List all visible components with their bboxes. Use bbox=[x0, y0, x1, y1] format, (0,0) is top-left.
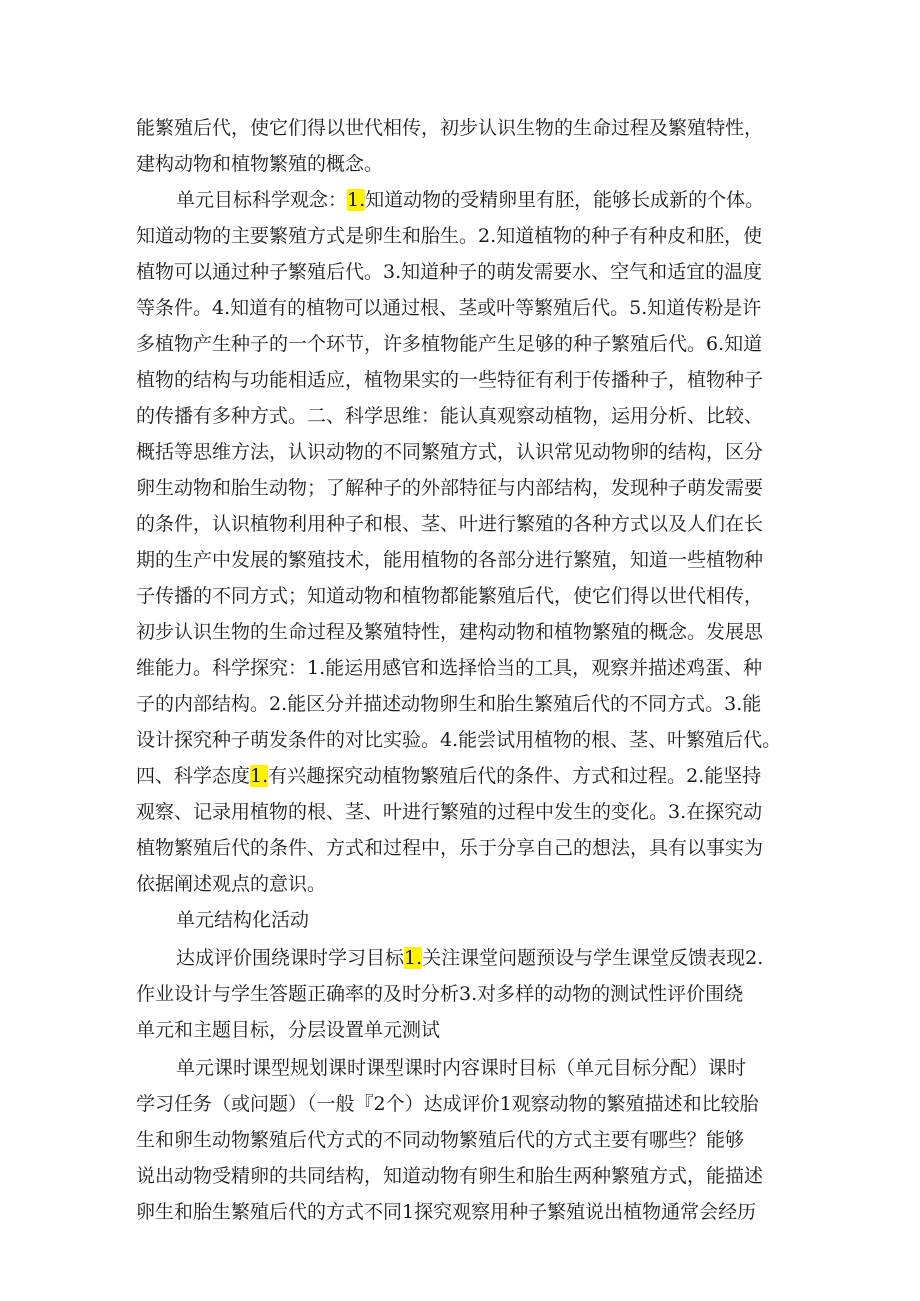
text-line bbox=[136, 542, 796, 578]
text-line bbox=[136, 326, 796, 362]
text-segment: 多植物产生种子的一个环节，许多植物能产生足够的种子繁殖后代。6.知道 bbox=[136, 333, 763, 355]
text-line bbox=[136, 722, 796, 758]
text-segment: 能繁殖后代，使它们得以世代相传，初步认识生物的生命过程及繁殖特性， bbox=[136, 117, 764, 139]
text-line bbox=[176, 1050, 796, 1086]
highlighted-number: 1. bbox=[347, 189, 366, 211]
text-segment: 的条件，认识植物利用种子和根、茎、叶进行繁殖的各种方式以及人们在长 bbox=[136, 513, 764, 535]
text-line bbox=[136, 758, 796, 794]
text-segment: 卵生和胎生繁殖后代的方式不同1探究观察用种子繁殖说出植物通常会经历 bbox=[136, 1201, 757, 1223]
text-line bbox=[136, 146, 796, 182]
text-segment: 建构动物和植物繁殖的概念。 bbox=[136, 153, 384, 175]
text-segment: 单元课时课型规划课时课型课时内容课时目标（单元目标分配）课时 bbox=[176, 1057, 747, 1079]
text-line bbox=[136, 290, 796, 326]
text-segment: 子传播的不同方式；知道动物和植物都能繁殖后代，使它们得以世代相传， bbox=[136, 585, 764, 607]
text-segment: 设计探究种子萌发条件的对比实验。4.能尝试用植物的根、茎、叶繁殖后代。 bbox=[136, 729, 782, 751]
text-segment: 观察、记录用植物的根、茎、叶进行繁殖的过程中发生的变化。3.在探究动 bbox=[136, 801, 763, 823]
text-segment: 学习任务（或问题）（一般『2个）达成评价1观察动物的繁殖描述和比较胎 bbox=[136, 1093, 759, 1115]
text-line bbox=[136, 794, 796, 830]
text-segment: 维能力。科学探究：1.能运用感官和选择恰当的工具，观察并描述鸡蛋、种 bbox=[136, 657, 763, 679]
text-segment: 单元目标科学观念： bbox=[176, 189, 348, 211]
text-line bbox=[136, 866, 796, 902]
text-segment: 有兴趣探究动植物繁殖后代的条件、方式和过程。2.能坚持 bbox=[268, 765, 762, 787]
text-line bbox=[136, 1194, 796, 1230]
text-line bbox=[136, 110, 796, 146]
text-segment: 单元和主题目标，分层设置单元测试 bbox=[136, 1019, 441, 1041]
text-segment: 等条件。4.知道有的植物可以通过根、茎或叶等繁殖后代。5.知道传粉是许 bbox=[136, 297, 762, 319]
text-line bbox=[136, 1012, 796, 1048]
section-heading bbox=[176, 902, 796, 938]
text-line bbox=[136, 686, 796, 722]
text-line bbox=[136, 506, 796, 542]
text-line bbox=[136, 254, 796, 290]
text-segment: 初步认识生物的生命过程及繁殖特性，建构动物和植物繁殖的概念。发展思 bbox=[136, 621, 764, 643]
text-line bbox=[136, 650, 796, 686]
text-segment: 植物的结构与功能相适应，植物果实的一些特征有利于传播种子，植物种子 bbox=[136, 369, 764, 391]
text-segment: 依据阐述观点的意识。 bbox=[136, 873, 327, 895]
text-segment: 子的内部结构。2.能区分并描述动物卵生和胎生繁殖后代的不同方式。3.能 bbox=[136, 693, 762, 715]
text-line bbox=[136, 1158, 796, 1194]
text-line bbox=[136, 976, 796, 1012]
text-segment: 四、科学态度 bbox=[136, 765, 251, 787]
text-segment: 植物繁殖后代的条件、方式和过程中，乐于分享自己的想法，具有以事实为 bbox=[136, 837, 764, 859]
text-line bbox=[136, 614, 796, 650]
text-line bbox=[136, 830, 796, 866]
text-line bbox=[136, 578, 796, 614]
text-line bbox=[136, 434, 796, 470]
text-segment: 知道动物的主要繁殖方式是卵生和胎生。2.知道植物的种子有种皮和胚，使 bbox=[136, 225, 763, 247]
text-segment: 期的生产中发展的繁殖技术，能用植物的各部分进行繁殖，知道一些植物种 bbox=[136, 549, 764, 571]
text-segment: 知道动物的受精卵里有胚，能够长成新的个体。 bbox=[365, 189, 765, 211]
highlighted-number: 1. bbox=[250, 765, 269, 787]
highlighted-number: 1. bbox=[404, 947, 423, 969]
text-segment: 作业设计与学生答题正确率的及时分析3.对多样的动物的测试性评价围绕 bbox=[136, 983, 744, 1005]
text-line bbox=[136, 1086, 796, 1122]
text-line bbox=[136, 1122, 796, 1158]
text-segment: 单元结构化活动 bbox=[176, 909, 310, 931]
text-line bbox=[176, 940, 796, 976]
text-segment: 的传播有多种方式。二、科学思维：能认真观察动植物，运用分析、比较、 bbox=[136, 405, 764, 427]
text-line bbox=[136, 362, 796, 398]
text-segment: 达成评价围绕课时学习目标 bbox=[176, 947, 405, 969]
text-segment: 概括等思维方法，认识动物的不同繁殖方式，认识常见动物卵的结构，区分 bbox=[136, 441, 764, 463]
text-segment: 卵生动物和胎生动物；了解种子的外部特征与内部结构，发现种子萌发需要 bbox=[136, 477, 764, 499]
text-line bbox=[136, 470, 796, 506]
text-line bbox=[136, 398, 796, 434]
text-segment: 关注课堂问题预设与学生课堂反馈表现2. bbox=[422, 947, 764, 969]
text-line bbox=[136, 218, 796, 254]
text-line bbox=[176, 182, 796, 218]
text-segment: 生和卵生动物繁殖后代方式的不同动物繁殖后代的方式主要有哪些？能够 bbox=[136, 1129, 745, 1151]
text-segment: 植物可以通过种子繁殖后代。3.知道种子的萌发需要水、空气和适宜的温度 bbox=[136, 261, 763, 283]
text-segment: 说出动物受精卵的共同结构，知道动物有卵生和胎生两种繁殖方式，能描述 bbox=[136, 1165, 764, 1187]
